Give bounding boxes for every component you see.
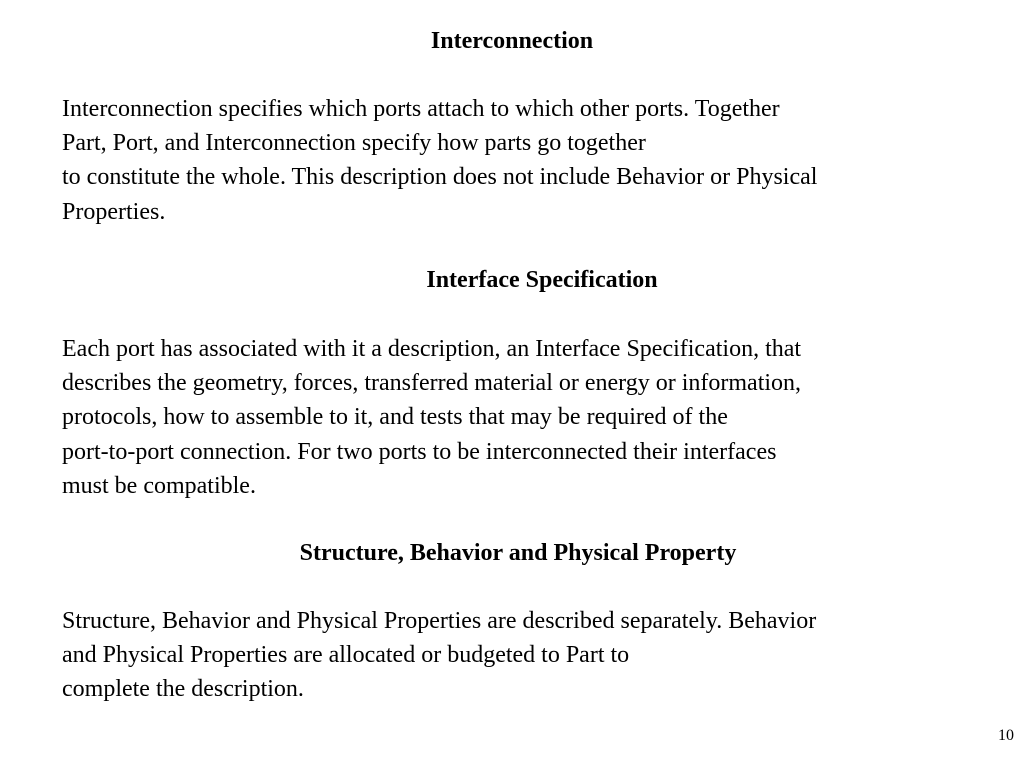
paragraph-line: Each port has associated with it a description, an Interface Specification, that bbox=[62, 336, 802, 362]
section-heading-structure-behavior: Structure, Behavior and Physical Property bbox=[299, 540, 737, 566]
paragraph-line: to constitute the whole. This description does not include Behavior or Physical bbox=[62, 164, 818, 191]
paragraph-line: protocols, how to assemble to it, and tests that may be required of the bbox=[62, 404, 728, 431]
paragraph-line: Structure, Behavior and Physical Properties are described separately. Behavior bbox=[62, 608, 817, 634]
paragraph-line: Interconnection specifies which ports attach to which other ports. Together bbox=[62, 96, 780, 122]
paragraph-line: Properties. bbox=[62, 198, 166, 225]
paragraph-line: and Physical Properties are allocated or budgeted to Part to bbox=[62, 642, 630, 669]
paragraph-interconnection bbox=[62, 92, 1012, 229]
paragraph-line: complete the description. bbox=[62, 676, 304, 703]
paragraph-line: port-to-port connection. For two ports to be interconnected their interfaces bbox=[62, 438, 777, 465]
paragraph-structure-behavior bbox=[62, 604, 1012, 707]
page-number: 10 bbox=[998, 727, 1014, 744]
paragraph-line: Part, Port, and Interconnection specify how parts go together bbox=[62, 130, 646, 157]
paragraph-interface-specification bbox=[62, 332, 1012, 503]
section-heading-interface-specification: Interface Specification bbox=[426, 267, 658, 293]
paragraph-line: describes the geometry, forces, transferred material or energy or information, bbox=[62, 370, 802, 397]
section-heading-interconnection: Interconnection bbox=[430, 28, 594, 54]
paragraph-line: must be compatible. bbox=[62, 472, 256, 499]
